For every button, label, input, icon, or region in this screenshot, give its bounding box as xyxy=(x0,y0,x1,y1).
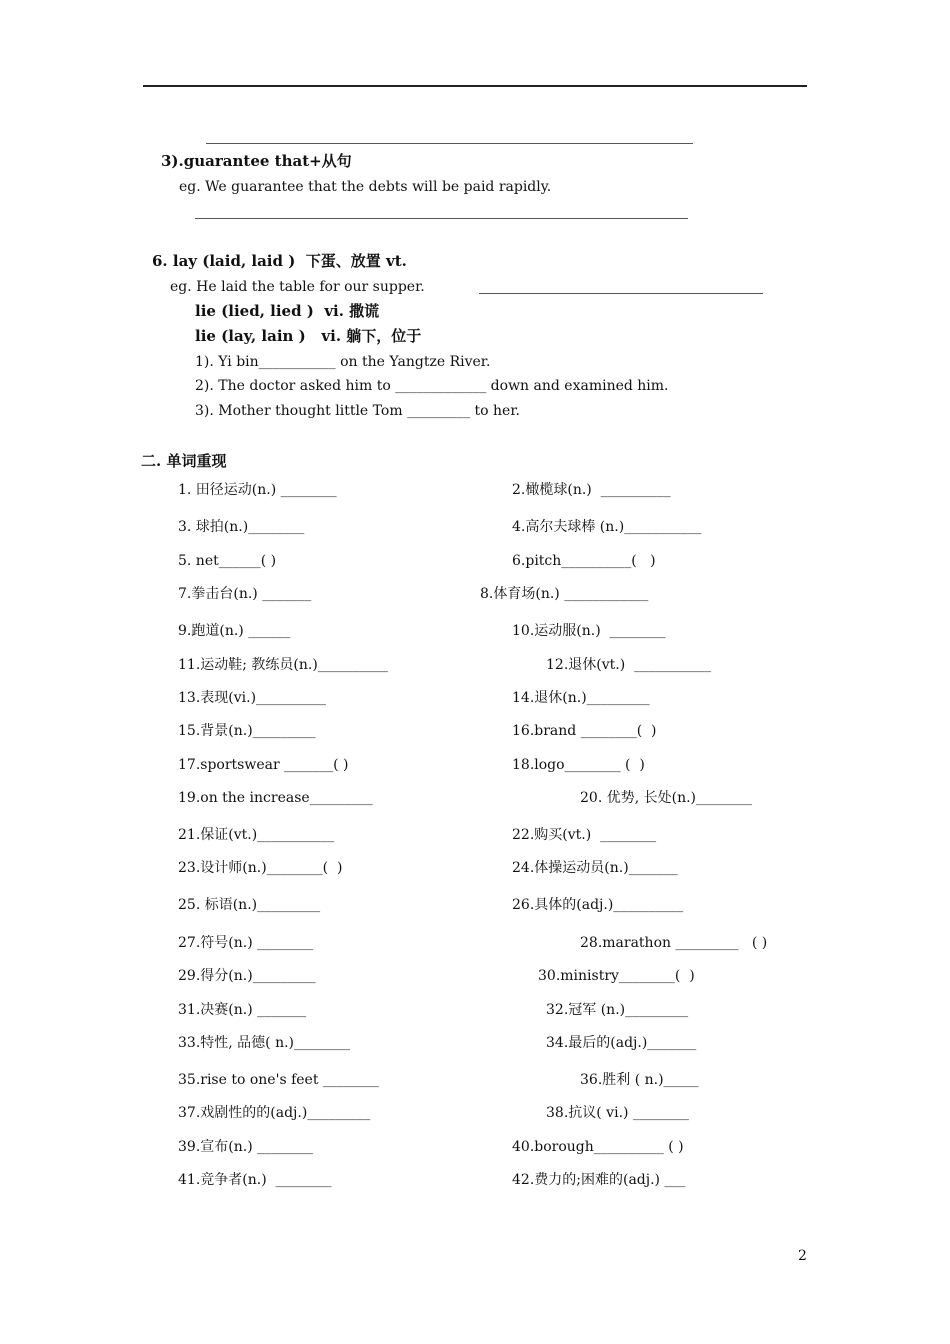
vocab-item: 11.运动鞋; 教练员(n.)__________ xyxy=(178,657,388,673)
vocab-item: 24.体操运动员(n.)_______ xyxy=(512,860,678,876)
vocab-item: 32.冠军 (n.)_________ xyxy=(546,1002,689,1018)
vocab-item: 8.体育场(n.) ____________ xyxy=(480,586,649,602)
section6-example: eg. He laid the table for our supper. xyxy=(170,279,425,295)
vocab-item: 20. 优势, 长处(n.)________ xyxy=(580,790,753,806)
vocab-item: 1. 田径运动(n.) ________ xyxy=(178,482,337,498)
vocab-item: 39.宣布(n.) ________ xyxy=(178,1139,314,1155)
answer-line xyxy=(479,293,763,294)
vocab-item: 27.符号(n.) ________ xyxy=(178,935,314,951)
vocab-item: 12.退休(vt.) ___________ xyxy=(546,657,712,673)
vocab-item: 13.表现(vi.)__________ xyxy=(178,690,327,706)
vocab-item: 25. 标语(n.)_________ xyxy=(178,897,321,913)
vocab-item: 31.决赛(n.) _______ xyxy=(178,1002,307,1018)
lie-lied: lie (lied, lied ) vi. 撒谎 xyxy=(195,302,380,320)
exercise-3: 3). Mother thought little Tom _________ to her. xyxy=(195,403,520,419)
answer-line xyxy=(195,218,688,219)
vocab-item: 7.拳击台(n.) _______ xyxy=(178,586,312,602)
vocab-item: 22.购买(vt.) ________ xyxy=(512,827,657,843)
vocab-item: 4.高尔夫球棒 (n.)___________ xyxy=(512,519,702,535)
lie-lay: lie (lay, lain ) vi. 躺下，位于 xyxy=(195,327,422,345)
vocab-item: 2.橄榄球(n.) __________ xyxy=(512,482,671,498)
vocab-item: 21.保证(vt.)___________ xyxy=(178,827,335,843)
vocab-item: 5. net______( ) xyxy=(178,553,277,569)
page-number: 2 xyxy=(798,1248,807,1264)
section6-title: 6. lay (laid, laid ) 下蛋、放置 vt. xyxy=(152,252,407,270)
item3-example: eg. We guarantee that the debts will be paid rapidly. xyxy=(179,179,552,195)
vocab-item: 38.抗议( vi.) ________ xyxy=(546,1105,689,1121)
vocab-item: 9.跑道(n.) ______ xyxy=(178,623,291,639)
vocab-item: 29.得分(n.)_________ xyxy=(178,968,316,984)
vocab-item: 17.sportswear _______( ) xyxy=(178,757,349,773)
vocab-item: 18.logo________ ( ) xyxy=(512,757,645,773)
vocab-item: 15.背景(n.)_________ xyxy=(178,723,316,739)
vocab-item: 41.竞争者(n.) ________ xyxy=(178,1172,332,1188)
answer-line xyxy=(206,143,693,144)
vocab-item: 35.rise to one's feet ________ xyxy=(178,1072,379,1088)
vocab-item: 40.borough__________ ( ) xyxy=(512,1139,684,1155)
exercise-2: 2). The doctor asked him to _____________ down and examined him. xyxy=(195,378,669,394)
vocab-item: 10.运动服(n.) ________ xyxy=(512,623,666,639)
vocab-item: 36.胜利 ( n.)_____ xyxy=(580,1072,699,1088)
vocab-item: 42.费力的;困难的(adj.) ___ xyxy=(512,1172,686,1188)
item3-title: 3).guarantee that+从句 xyxy=(161,152,352,170)
vocab-item: 23.设计师(n.)________( ) xyxy=(178,860,343,876)
vocab-heading: 二. 单词重现 xyxy=(141,452,227,470)
vocab-item: 14.退休(n.)_________ xyxy=(512,690,650,706)
vocab-item: 37.戏剧性的的(adj.)_________ xyxy=(178,1105,371,1121)
vocab-item: 26.具体的(adj.)__________ xyxy=(512,897,684,913)
exercise-1: 1). Yi bin___________ on the Yangtze River. xyxy=(195,354,491,370)
header-rule xyxy=(143,85,807,87)
vocab-item: 16.brand ________( ) xyxy=(512,723,657,739)
vocab-item: 30.ministry________( ) xyxy=(538,968,695,984)
vocab-item: 33.特性, 品德( n.)________ xyxy=(178,1035,351,1051)
vocab-item: 19.on the increase_________ xyxy=(178,790,373,806)
vocab-item: 3. 球拍(n.)________ xyxy=(178,519,305,535)
vocab-item: 28.marathon _________ ( ) xyxy=(580,935,768,951)
vocab-item: 34.最后的(adj.)_______ xyxy=(546,1035,697,1051)
vocab-item: 6.pitch__________( ) xyxy=(512,553,656,569)
